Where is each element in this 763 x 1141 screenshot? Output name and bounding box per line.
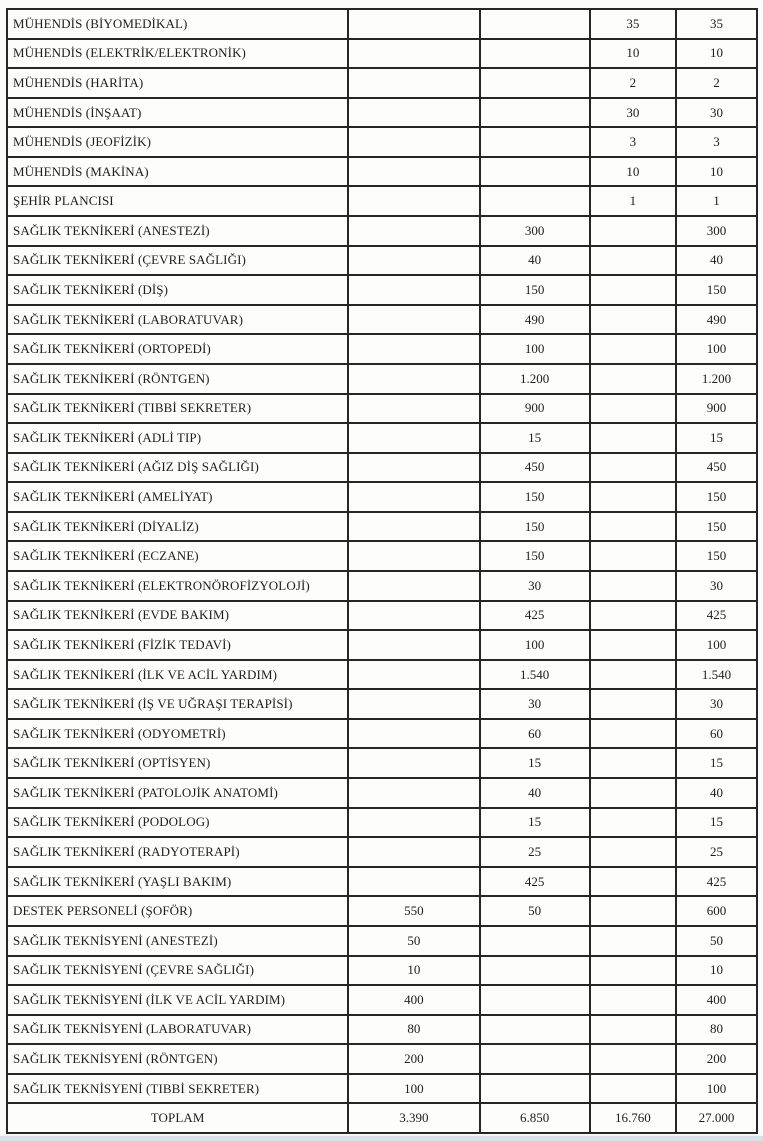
table-row (7, 364, 757, 394)
count-cell-1 (348, 157, 479, 187)
count-cell-4: 450 (676, 453, 757, 483)
count-cell-3 (590, 837, 676, 867)
count-cell-4: 425 (676, 601, 757, 631)
count-cell-4: 150 (676, 541, 757, 571)
count-cell-4: 40 (676, 778, 757, 808)
count-cell-1 (348, 630, 479, 660)
table-row (7, 98, 757, 128)
page-bottom-edge (0, 1135, 763, 1141)
count-cell-3 (590, 689, 676, 719)
count-cell-4: 400 (676, 985, 757, 1015)
position-title-cell: ŞEHİR PLANCISI (7, 186, 348, 216)
table-row (7, 571, 757, 601)
count-cell-3 (590, 926, 676, 956)
count-cell-1 (348, 68, 479, 98)
count-cell-1: 50 (348, 926, 479, 956)
count-cell-3 (590, 334, 676, 364)
count-cell-2 (480, 127, 590, 157)
position-title-cell: TOPLAM (7, 1103, 348, 1133)
count-cell-1 (348, 394, 479, 424)
count-cell-3 (590, 216, 676, 246)
count-cell-1 (348, 423, 479, 453)
table-row (7, 956, 757, 986)
count-cell-2: 60 (480, 719, 590, 749)
count-cell-4: 80 (676, 1015, 757, 1045)
table-row (7, 275, 757, 305)
count-cell-1 (348, 9, 479, 39)
count-cell-2: 1.540 (480, 660, 590, 690)
table-row (7, 246, 757, 276)
position-title-cell: SAĞLIK TEKNİSYENİ (TIBBİ SEKRETER) (7, 1074, 348, 1104)
table-row (7, 186, 757, 216)
position-title-cell: SAĞLIK TEKNİKERİ (ADLİ TIP) (7, 423, 348, 453)
count-cell-2: 1.200 (480, 364, 590, 394)
count-cell-3: 10 (590, 39, 676, 69)
position-title-cell: SAĞLIK TEKNİKERİ (OPTİSYEN) (7, 748, 348, 778)
count-cell-2 (480, 985, 590, 1015)
position-title-cell: SAĞLIK TEKNİKERİ (RADYOTERAPİ) (7, 837, 348, 867)
table-row (7, 453, 757, 483)
table-row (7, 394, 757, 424)
count-cell-1 (348, 305, 479, 335)
count-cell-2: 15 (480, 748, 590, 778)
position-title-cell: SAĞLIK TEKNİKERİ (TIBBİ SEKRETER) (7, 394, 348, 424)
position-title-cell: SAĞLIK TEKNİSYENİ (ÇEVRE SAĞLIĞI) (7, 956, 348, 986)
count-cell-3 (590, 719, 676, 749)
count-cell-2 (480, 157, 590, 187)
count-cell-1 (348, 334, 479, 364)
position-title-cell: SAĞLIK TEKNİKERİ (İLK VE ACİL YARDIM) (7, 660, 348, 690)
count-cell-2 (480, 68, 590, 98)
count-cell-4: 100 (676, 1074, 757, 1104)
count-cell-1 (348, 837, 479, 867)
position-title-cell: SAĞLIK TEKNİKERİ (ANESTEZİ) (7, 216, 348, 246)
position-title-cell: SAĞLIK TEKNİKERİ (DİŞ) (7, 275, 348, 305)
count-cell-4: 150 (676, 482, 757, 512)
count-cell-3 (590, 867, 676, 897)
count-cell-2 (480, 9, 590, 39)
table-row (7, 9, 757, 39)
count-cell-3 (590, 246, 676, 276)
count-cell-1 (348, 512, 479, 542)
count-cell-3: 16.760 (590, 1103, 676, 1133)
count-cell-3 (590, 541, 676, 571)
count-cell-2: 490 (480, 305, 590, 335)
count-cell-1: 3.390 (348, 1103, 479, 1133)
table-row (7, 837, 757, 867)
position-title-cell: MÜHENDİS (ELEKTRİK/ELEKTRONİK) (7, 39, 348, 69)
count-cell-4: 10 (676, 157, 757, 187)
count-cell-1 (348, 216, 479, 246)
table-row (7, 541, 757, 571)
count-cell-4: 30 (676, 98, 757, 128)
table-row (7, 896, 757, 926)
position-title-cell: SAĞLIK TEKNİKERİ (FİZİK TEDAVİ) (7, 630, 348, 660)
count-cell-3 (590, 630, 676, 660)
table-row (7, 1015, 757, 1045)
count-cell-2: 425 (480, 601, 590, 631)
count-cell-1 (348, 719, 479, 749)
count-cell-3: 3 (590, 127, 676, 157)
table-row (7, 68, 757, 98)
position-title-cell: SAĞLIK TEKNİKERİ (ELEKTRONÖROFİZYOLOJİ) (7, 571, 348, 601)
count-cell-1 (348, 601, 479, 631)
count-cell-2: 6.850 (480, 1103, 590, 1133)
position-title-cell: MÜHENDİS (HARİTA) (7, 68, 348, 98)
count-cell-4: 150 (676, 512, 757, 542)
count-cell-3 (590, 601, 676, 631)
count-cell-2: 150 (480, 512, 590, 542)
total-row (7, 1103, 757, 1133)
count-cell-4: 300 (676, 216, 757, 246)
count-cell-3 (590, 896, 676, 926)
count-cell-4: 490 (676, 305, 757, 335)
count-cell-2: 40 (480, 246, 590, 276)
position-title-cell: MÜHENDİS (BİYOMEDİKAL) (7, 9, 348, 39)
position-title-cell: SAĞLIK TEKNİSYENİ (LABORATUVAR) (7, 1015, 348, 1045)
position-title-cell: SAĞLIK TEKNİKERİ (PODOLOG) (7, 808, 348, 838)
count-cell-4: 100 (676, 334, 757, 364)
table-row (7, 601, 757, 631)
table-row (7, 127, 757, 157)
count-cell-1 (348, 808, 479, 838)
count-cell-3: 35 (590, 9, 676, 39)
table-row (7, 689, 757, 719)
position-title-cell: SAĞLIK TEKNİKERİ (AMELİYAT) (7, 482, 348, 512)
table-row (7, 867, 757, 897)
count-cell-2 (480, 1044, 590, 1074)
count-cell-1 (348, 127, 479, 157)
count-cell-3: 1 (590, 186, 676, 216)
count-cell-4: 50 (676, 926, 757, 956)
table-row (7, 305, 757, 335)
table-row (7, 808, 757, 838)
count-cell-4: 60 (676, 719, 757, 749)
count-cell-3 (590, 660, 676, 690)
count-cell-1 (348, 364, 479, 394)
count-cell-4: 15 (676, 748, 757, 778)
count-cell-2: 30 (480, 689, 590, 719)
count-cell-4: 35 (676, 9, 757, 39)
count-cell-4: 1.200 (676, 364, 757, 394)
table-row (7, 216, 757, 246)
count-cell-4: 150 (676, 275, 757, 305)
table-row (7, 512, 757, 542)
count-cell-4: 10 (676, 956, 757, 986)
count-cell-1 (348, 778, 479, 808)
count-cell-2: 30 (480, 571, 590, 601)
count-cell-2: 150 (480, 482, 590, 512)
count-cell-3 (590, 364, 676, 394)
position-title-cell: SAĞLIK TEKNİKERİ (YAŞLI BAKIM) (7, 867, 348, 897)
table-row (7, 985, 757, 1015)
count-cell-4: 15 (676, 808, 757, 838)
count-cell-4: 3 (676, 127, 757, 157)
count-cell-2: 150 (480, 541, 590, 571)
count-cell-4: 200 (676, 1044, 757, 1074)
table-row (7, 778, 757, 808)
table-row (7, 748, 757, 778)
count-cell-3 (590, 1044, 676, 1074)
count-cell-1 (348, 275, 479, 305)
table-row (7, 719, 757, 749)
table-row (7, 423, 757, 453)
count-cell-1: 100 (348, 1074, 479, 1104)
count-cell-2: 150 (480, 275, 590, 305)
count-cell-1 (348, 39, 479, 69)
table-row (7, 482, 757, 512)
count-cell-4: 1 (676, 186, 757, 216)
count-cell-2: 300 (480, 216, 590, 246)
count-cell-4: 600 (676, 896, 757, 926)
count-cell-3 (590, 985, 676, 1015)
position-title-cell: SAĞLIK TEKNİKERİ (ÇEVRE SAĞLIĞI) (7, 246, 348, 276)
count-cell-1 (348, 246, 479, 276)
position-title-cell: SAĞLIK TEKNİKERİ (ODYOMETRİ) (7, 719, 348, 749)
staff-quota-table (6, 8, 758, 1134)
count-cell-4: 425 (676, 867, 757, 897)
table-row (7, 926, 757, 956)
position-title-cell: SAĞLIK TEKNİSYENİ (ANESTEZİ) (7, 926, 348, 956)
count-cell-2: 50 (480, 896, 590, 926)
table-row (7, 1074, 757, 1104)
count-cell-2: 900 (480, 394, 590, 424)
count-cell-3 (590, 808, 676, 838)
count-cell-3 (590, 275, 676, 305)
count-cell-1 (348, 482, 479, 512)
count-cell-4: 15 (676, 423, 757, 453)
position-title-cell: SAĞLIK TEKNİSYENİ (RÖNTGEN) (7, 1044, 348, 1074)
count-cell-2 (480, 926, 590, 956)
count-cell-4: 30 (676, 571, 757, 601)
count-cell-1: 200 (348, 1044, 479, 1074)
count-cell-1 (348, 186, 479, 216)
count-cell-2: 100 (480, 630, 590, 660)
count-cell-3: 30 (590, 98, 676, 128)
count-cell-4: 1.540 (676, 660, 757, 690)
table-row (7, 334, 757, 364)
table-row (7, 39, 757, 69)
position-title-cell: SAĞLIK TEKNİKERİ (EVDE BAKIM) (7, 601, 348, 631)
table-row (7, 660, 757, 690)
count-cell-3 (590, 394, 676, 424)
position-title-cell: MÜHENDİS (MAKİNA) (7, 157, 348, 187)
count-cell-2: 25 (480, 837, 590, 867)
position-title-cell: SAĞLIK TEKNİKERİ (ECZANE) (7, 541, 348, 571)
count-cell-2: 450 (480, 453, 590, 483)
position-title-cell: SAĞLIK TEKNİKERİ (DİYALİZ) (7, 512, 348, 542)
count-cell-3 (590, 1074, 676, 1104)
count-cell-1 (348, 689, 479, 719)
count-cell-1: 550 (348, 896, 479, 926)
count-cell-2: 100 (480, 334, 590, 364)
count-cell-3 (590, 748, 676, 778)
position-title-cell: DESTEK PERSONELİ (ŞOFÖR) (7, 896, 348, 926)
count-cell-1 (348, 867, 479, 897)
table-row (7, 157, 757, 187)
count-cell-4: 40 (676, 246, 757, 276)
count-cell-1: 10 (348, 956, 479, 986)
count-cell-2 (480, 98, 590, 128)
count-cell-3 (590, 305, 676, 335)
count-cell-3 (590, 571, 676, 601)
count-cell-1 (348, 453, 479, 483)
count-cell-3 (590, 1015, 676, 1045)
position-title-cell: SAĞLIK TEKNİKERİ (PATOLOJİK ANATOMİ) (7, 778, 348, 808)
count-cell-2 (480, 1074, 590, 1104)
count-cell-3 (590, 453, 676, 483)
count-cell-1: 400 (348, 985, 479, 1015)
count-cell-2: 425 (480, 867, 590, 897)
count-cell-3 (590, 482, 676, 512)
count-cell-4: 25 (676, 837, 757, 867)
position-title-cell: MÜHENDİS (JEOFİZİK) (7, 127, 348, 157)
position-title-cell: SAĞLIK TEKNİSYENİ (İLK VE ACİL YARDIM) (7, 985, 348, 1015)
table-row (7, 630, 757, 660)
count-cell-3 (590, 512, 676, 542)
count-cell-1 (348, 571, 479, 601)
position-title-cell: SAĞLIK TEKNİKERİ (LABORATUVAR) (7, 305, 348, 335)
count-cell-2 (480, 1015, 590, 1045)
count-cell-3 (590, 956, 676, 986)
count-cell-1 (348, 748, 479, 778)
position-title-cell: MÜHENDİS (İNŞAAT) (7, 98, 348, 128)
count-cell-1 (348, 541, 479, 571)
count-cell-2: 15 (480, 423, 590, 453)
count-cell-2: 40 (480, 778, 590, 808)
count-cell-2 (480, 39, 590, 69)
count-cell-2 (480, 956, 590, 986)
count-cell-4: 2 (676, 68, 757, 98)
position-title-cell: SAĞLIK TEKNİKERİ (RÖNTGEN) (7, 364, 348, 394)
count-cell-2: 15 (480, 808, 590, 838)
count-cell-3: 2 (590, 68, 676, 98)
position-title-cell: SAĞLIK TEKNİKERİ (ORTOPEDİ) (7, 334, 348, 364)
table-row (7, 1044, 757, 1074)
count-cell-4: 30 (676, 689, 757, 719)
position-title-cell: SAĞLIK TEKNİKERİ (İŞ VE UĞRAŞI TERAPİSİ) (7, 689, 348, 719)
count-cell-4: 900 (676, 394, 757, 424)
position-title-cell: SAĞLIK TEKNİKERİ (AĞIZ DİŞ SAĞLIĞI) (7, 453, 348, 483)
count-cell-3 (590, 423, 676, 453)
count-cell-3 (590, 778, 676, 808)
count-cell-1 (348, 98, 479, 128)
count-cell-2 (480, 186, 590, 216)
count-cell-3: 10 (590, 157, 676, 187)
count-cell-1 (348, 660, 479, 690)
count-cell-4: 10 (676, 39, 757, 69)
count-cell-4: 100 (676, 630, 757, 660)
count-cell-1: 80 (348, 1015, 479, 1045)
count-cell-4: 27.000 (676, 1103, 757, 1133)
